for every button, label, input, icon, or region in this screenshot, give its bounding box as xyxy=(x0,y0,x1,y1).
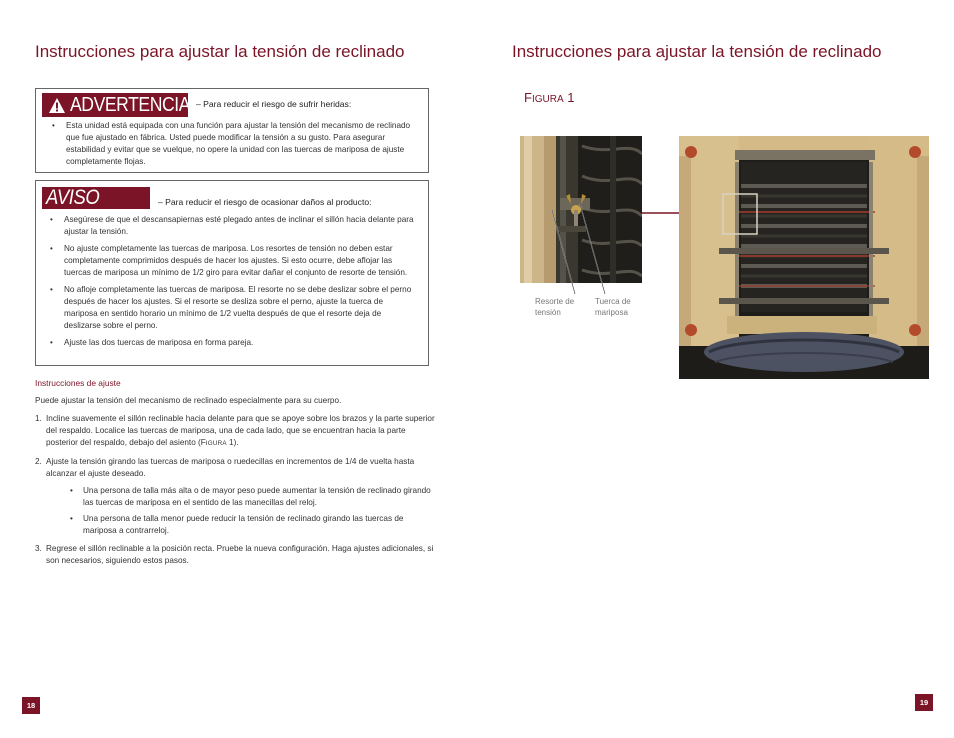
callout-spring-label: Resorte de tensión xyxy=(535,297,575,317)
notice-banner xyxy=(42,187,150,209)
figure-label-first: F xyxy=(524,90,532,105)
step-item xyxy=(35,413,435,450)
warning-subtitle: – Para reducir el riesgo de sufrir heridas: xyxy=(196,99,352,109)
step-number: 1. xyxy=(35,414,42,423)
step-sub-item: • Una persona de talla menor puede reducir la tensión de reclinado girando las tuercas de mariposa a contrarreloj. xyxy=(46,513,435,537)
notice-subtitle: – Para reducir el riesgo de ocasionar daños al producto: xyxy=(158,197,372,207)
page-number-right: 19 xyxy=(915,694,933,711)
callout-line-nut-dark xyxy=(580,204,605,294)
instructions-heading: Instrucciones de ajuste xyxy=(35,378,121,388)
step-text: Ajuste la tensión girando las tuercas de mariposa o ruedecillas en incrementos de 1/4 de vuelta hasta alcanzar el ajuste deseado. xyxy=(46,457,415,478)
notice-item: • Asegúrese de que el descansapiernas esté plegado antes de inclinar el sillón hacia delante para ajustar la tensión. xyxy=(48,214,416,238)
callout-nut-label: Tuerca de mariposa xyxy=(595,297,631,317)
step-sub-item: • Una persona de talla más alta o de mayor peso puede aumentar la tensión de reclinado girando las tuercas de mariposa en el sentido de las manecillas del reloj. xyxy=(46,485,435,509)
recliner-underside-graphic xyxy=(679,136,929,379)
notice-item: • Ajuste las dos tuercas de mariposa en forma pareja. xyxy=(48,337,416,349)
notice-banner-text: AVISO xyxy=(46,186,100,209)
step-item xyxy=(35,456,435,537)
step-sub-list xyxy=(46,485,435,537)
page-title-right: Instrucciones para ajustar la tensión de reclinado xyxy=(512,42,882,61)
step-number: 2. xyxy=(35,457,42,466)
figure-ref-rest: IGURA xyxy=(205,440,227,447)
callout-lines xyxy=(520,190,680,300)
instructions-intro: Puede ajustar la tensión del mecanismo de reclinado especialmente para su cuerpo. xyxy=(35,396,342,405)
warning-item: • Esta unidad está equipada con una función para ajustar la tensión del mecanismo de reclinado que fue ajustado en fábrica. Usted puede modificar la tensión a su gusto. Para asegurar estabilidad y evitar que se vuelque, no opere la unidad con las tuercas de mariposa de ajuste completamente flojas. xyxy=(50,120,418,168)
warning-list xyxy=(50,120,418,173)
steps-list xyxy=(35,413,435,573)
step-text: Regrese el sillón reclinable a la posición recta. Pruebe la nueva configuración. Haga ajustes adicionales, si son necesarios, siguiendo estos pasos. xyxy=(46,544,434,565)
warning-banner-text: ADVERTENCIA xyxy=(70,93,191,116)
notice-item: • No ajuste completamente las tuercas de mariposa. Los resortes de tensión no deben estar completamente comprimidos después de hacer los ajustes. Si esto ocurre, debe aflojar las tuercas de mariposa un mínimo de 1/2 giro para evitar dañar el conjunto de resorte de tensión. xyxy=(48,243,416,279)
page-title-left: Instrucciones para ajustar la tensión de reclinado xyxy=(35,42,405,61)
step-item xyxy=(35,543,435,567)
step-number: 3. xyxy=(35,544,42,553)
warning-triangle-icon xyxy=(48,97,66,114)
figure-ref-num: 1). xyxy=(226,438,239,447)
warning-banner xyxy=(42,93,191,117)
figure-label-num: 1 xyxy=(563,90,575,105)
page-number-left: 18 xyxy=(22,697,40,714)
notice-item: • No afloje completamente las tuercas de mariposa. El resorte no se debe deslizar sobre el perno después de hacer los ajustes. Si el resorte se desliza sobre el perno, ajuste la tuerca de mariposa en sentido horario un mínimo de 1/2 vuelta después de que el resorte deja de deslizarse sobre el perno. xyxy=(48,284,416,332)
figure-label xyxy=(524,90,574,105)
step-text: Incline suavemente el sillón reclinable hacia delante para que se apoye sobre los brazos y la parte superior del respaldo. Localice las tuercas de mariposa, una de cada lado, que se encuentran hacia la parte posterior del respaldo, debajo del asiento ( xyxy=(46,414,435,447)
recliner-underside-photo xyxy=(679,136,929,379)
warning-box xyxy=(35,88,429,173)
figure-label-rest: IGURA xyxy=(531,94,564,105)
callout-line-spring-dark xyxy=(552,210,575,294)
figure-ref-first: F xyxy=(200,438,206,447)
notice-list xyxy=(48,214,416,354)
notice-box xyxy=(35,180,429,366)
